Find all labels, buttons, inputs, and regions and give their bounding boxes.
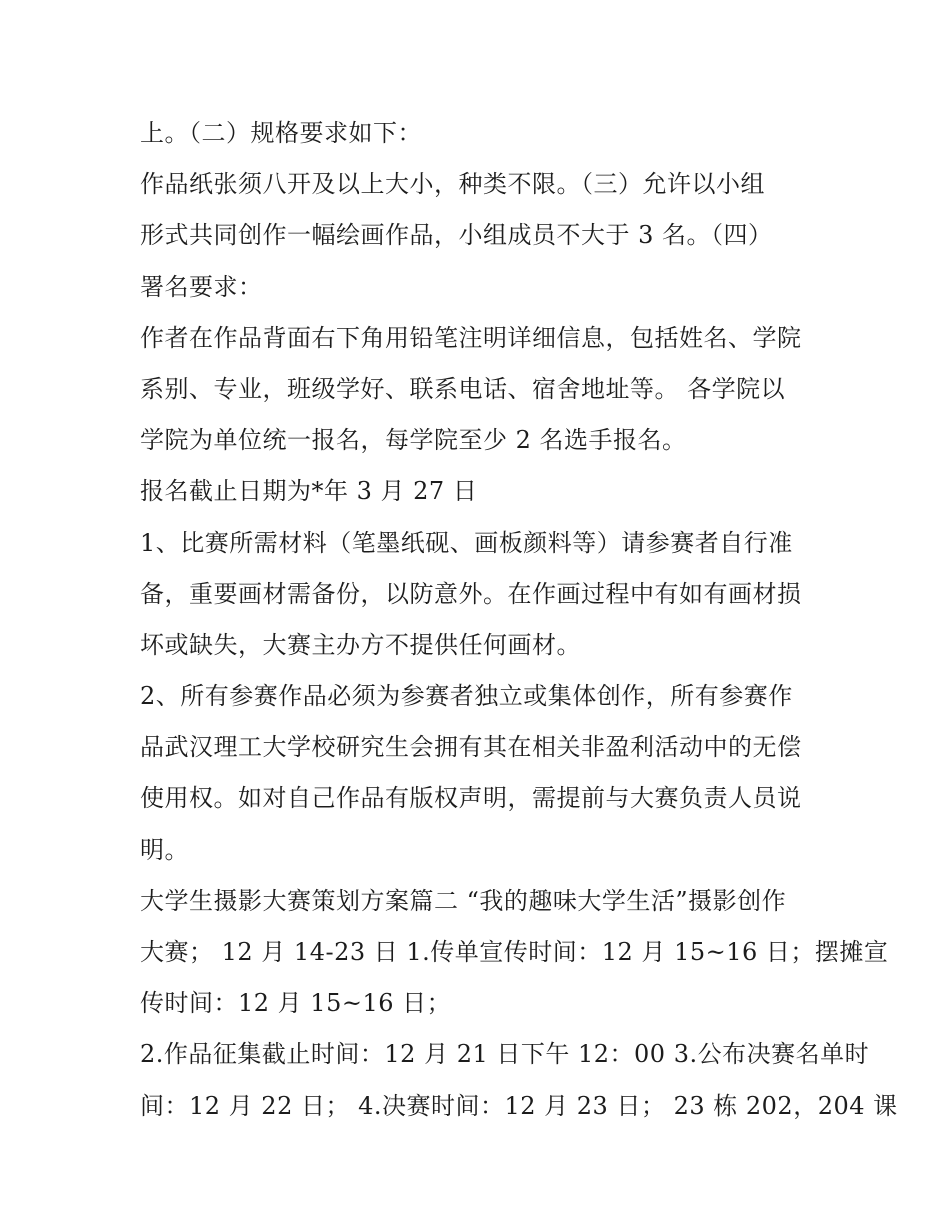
text-line: 作品纸张须八开及以上大小，种类不限。（三）允许以小组 [140,170,765,199]
text-line: 2、所有参赛作品必须为参赛者独立或集体创作，所有参赛作 [140,682,793,711]
text-line: 系别、专业，班级学好、联系电话、宿舍地址等。 各学院以 [140,374,786,403]
document-body [140,108,898,1132]
text-line: 2.作品征集截止时间：12 月 21 日下午 12：00 3.公布决赛名单时 [140,1040,870,1069]
text-line: 大赛； 12 月 14-23 日 1.传单宣传时间：12 月 15~16 日；摆摊宣 [140,938,889,966]
text-line: 备，重要画材需备份，以防意外。在作画过程中有如有画材损 [140,579,802,608]
text-line: 传时间：12 月 15~16 日； [140,989,452,1018]
text-line: 大学生摄影大赛策划方案篇二 “我的趣味大学生活”摄影创作 [140,886,787,915]
text-line: 间：12 月 22 日； 4.决赛时间：12 月 23 日； 23 栋 202，204 课 [140,1091,898,1120]
text-line: 学院为单位统一报名，每学院至少 2 名选手报名。 [140,426,687,455]
text-line: 上。（二）规格要求如下： [140,119,422,147]
text-line: 作者在作品背面右下角用铅笔注明详细信息，包括姓名、学院 [140,323,802,352]
text-line: 署名要求： [140,272,263,301]
text-line: 形式共同创作一幅绘画作品，小组成员不大于 3 名。（四） [140,221,773,250]
text-line: 1、比赛所需材料（笔墨纸砚、画板颜料等）请参赛者自行准 [140,528,793,557]
text-line: 使用权。如对自己作品有版权声明，需提前与大赛负责人员说 [140,784,802,813]
text-line: 明。 [140,835,189,864]
text-line: 品武汉理工大学校研究生会拥有其在相关非盈利活动中的无偿 [140,733,802,762]
text-line: 报名截止日期为*年 3 月 27 日 [140,477,478,506]
text-line: 坏或缺失，大赛主办方不提供任何画材。 [140,630,581,659]
